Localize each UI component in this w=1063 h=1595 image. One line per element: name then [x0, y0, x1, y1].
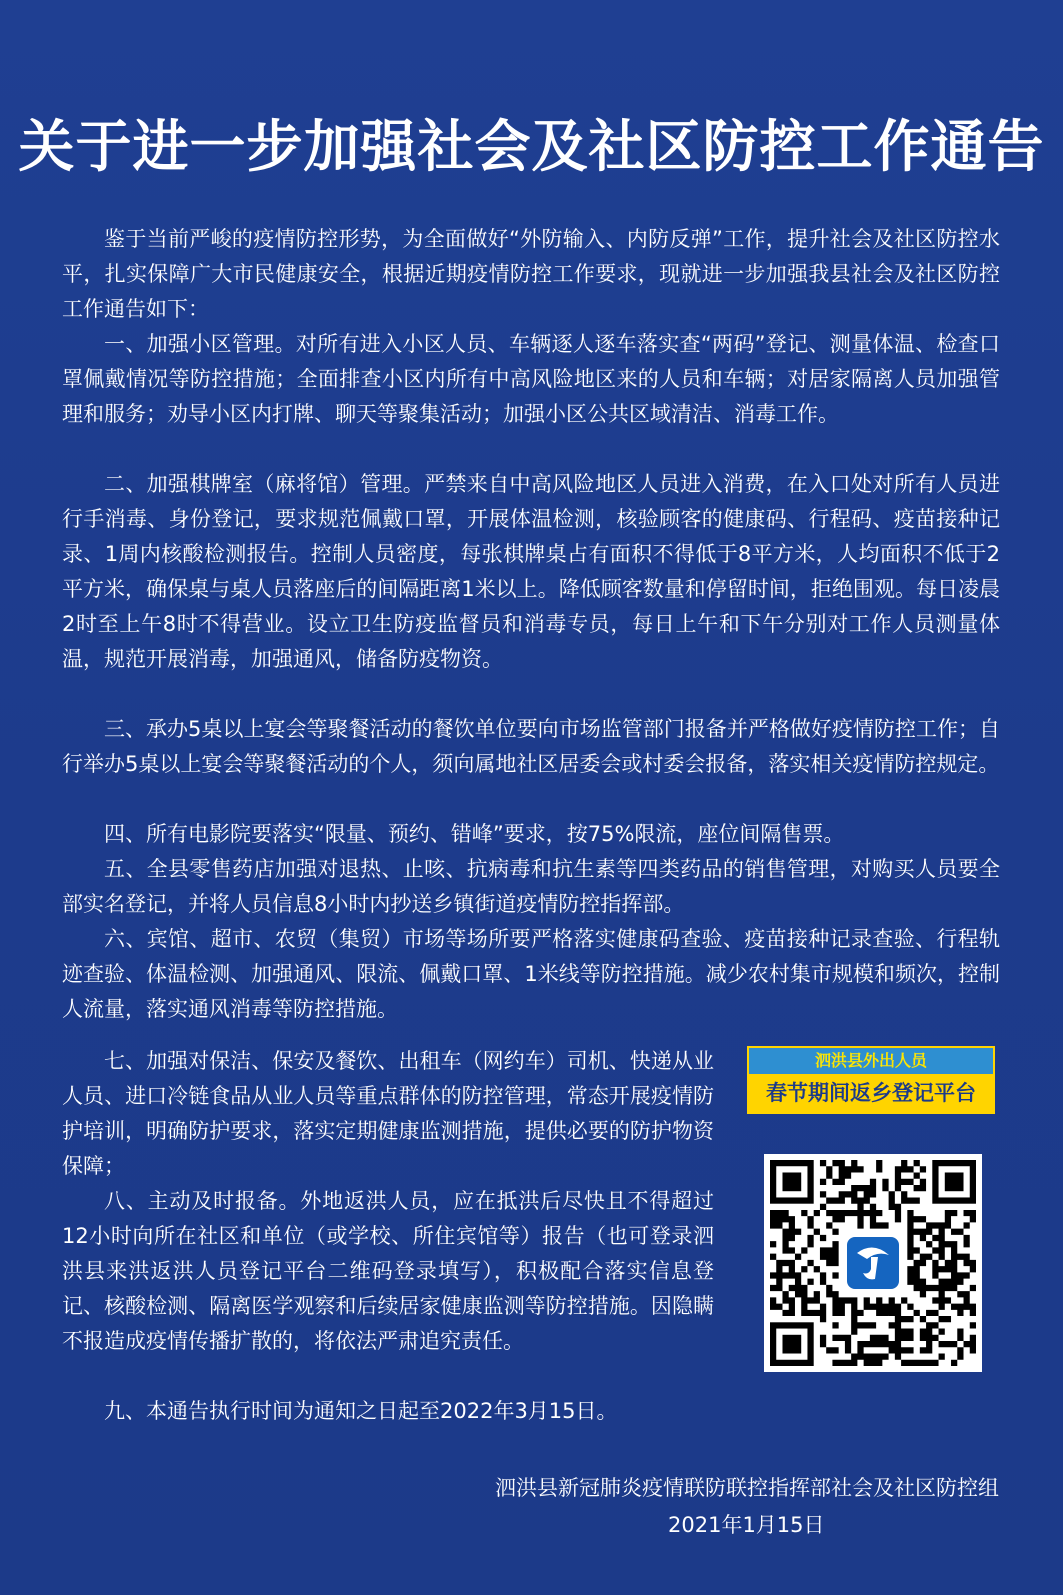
- notice-paragraph-9: 九、本通告执行时间为通知之日起至2022年3月15日。: [104, 1399, 618, 1423]
- notice-paragraph-2: 二、加强棋牌室（麻将馆）管理。严禁来自中高风险地区人员进入消费，在入口处对所有人员进行手消毒、身份登记，要求规范佩戴口罩，开展体温检测，核验顾客的健康码、行程码、疫苗接种记录、1周内核酸检测报告。控制人员密度，每张棋牌桌占有面积不得低于8平方米，人均面积不低于2平方米，确保桌与桌人员落座后的间隔距离1米以上。降低顾客数量和停留时间，拒绝围观。每日凌晨2时至上午8时不得营业。设立卫生防疫监督员和消毒专员，每日上午和下午分别对工作人员测量体温，规范开展消毒，加强通风，储备防疫物资。: [62, 472, 1000, 671]
- registration-platform-banner: [747, 1046, 995, 1114]
- notice-paragraph-7: 七、加强对保洁、保安及餐饮、出租车（网约车）司机、快递从业人员、进口冷链食品从业人员等重点群体的防控管理，常态开展疫情防护培训，明确防护要求，落实定期健康监测措施，提供必要的防护物资保障；: [62, 1049, 714, 1178]
- china-telecom-logo-icon: [847, 1237, 899, 1289]
- qr-finder-pattern: [770, 1322, 814, 1366]
- issuer-signature: 泗洪县新冠肺炎疫情联防联控指挥部社会及社区防控组: [495, 1476, 999, 1500]
- registration-qr-code[interactable]: [764, 1154, 982, 1372]
- notice-paragraph-4: 四、所有电影院要落实“限量、预约、错峰”要求，按75%限流，座位间隔售票。: [104, 822, 845, 846]
- qr-finder-pattern: [770, 1160, 814, 1204]
- notice-title: 关于进一步加强社会及社区防控工作通告: [18, 115, 1045, 180]
- issue-date: 2021年1月15日: [668, 1513, 825, 1537]
- notice-paragraph-8: 八、主动及时报备。外地返洪人员，应在抵洪后尽快且不得超过12小时向所在社区和单位（或学校、所住宾馆等）报告（也可登录泗洪县来洪返洪人员登记平台二维码登录填写），积极配合落实信息登记、核酸检测、隔离医学观察和后续居家健康监测等防控措施。因隐瞒不报造成疫情传播扩散的，将依法严肃追究责任。: [62, 1189, 714, 1353]
- notice-paragraph-5: 五、全县零售药店加强对退热、止咳、抗病毒和抗生素等四类药品的销售管理，对购买人员要全部实名登记，并将人员信息8小时内抄送乡镇街道疫情防控指挥部。: [62, 857, 1000, 916]
- notice-paragraph-6: 六、宾馆、超市、农贸（集贸）市场等场所要严格落实健康码查验、疫苗接种记录查验、行程轨迹查验、体温检测、加强通风、限流、佩戴口罩、1米线等防控措施。减少农村集市规模和频次，控制人流量，落实通风消毒等防控措施。: [62, 927, 1000, 1021]
- notice-paragraph-1: 一、加强小区管理。对所有进入小区人员、车辆逐人逐车落实查“两码”登记、测量体温、检查口罩佩戴情况等防控措施；全面排查小区内所有中高风险地区来的人员和车辆；对居家隔离人员加强管理和服务；劝导小区内打牌、聊天等聚集活动；加强小区公共区域清洁、消毒工作。: [62, 332, 1000, 426]
- notice-paragraph-3: 三、承办5桌以上宴会等聚餐活动的餐饮单位要向市场监管部门报备并严格做好疫情防控工作；自行举办5桌以上宴会等聚餐活动的个人，须向属地社区居委会或村委会报备，落实相关疫情防控规定。: [62, 717, 1000, 776]
- banner-line-platform: 春节期间返乡登记平台: [749, 1074, 993, 1112]
- banner-line-county: 泗洪县外出人员: [749, 1048, 993, 1074]
- qr-code-graphic: [764, 1154, 982, 1372]
- notice-paragraph-intro: 鉴于当前严峻的疫情防控形势，为全面做好“外防输入、内防反弹”工作，提升社会及社区防控水平，扎实保障广大市民健康安全，根据近期疫情防控工作要求，现就进一步加强我县社会及社区防控工作通告如下：: [62, 227, 1000, 321]
- qr-finder-pattern: [932, 1160, 976, 1204]
